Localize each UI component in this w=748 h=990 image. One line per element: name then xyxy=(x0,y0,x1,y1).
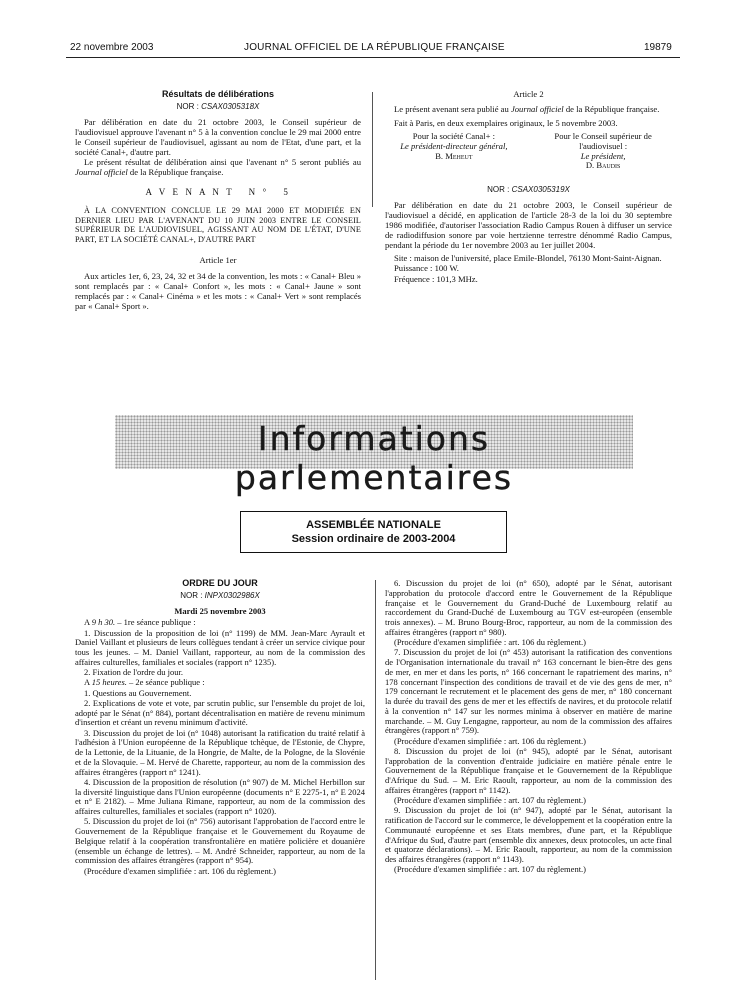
sig-canal-line1: Pour la société Canal+ : xyxy=(412,130,495,141)
sig-csa-line2: Le président, xyxy=(580,150,626,161)
procedure-note: (Procédure d'examen simplifiée : art. 106 du règlement.) xyxy=(394,735,587,746)
journal-officiel-ref: Journal officiel xyxy=(75,166,128,177)
seance1-time: 9 h 30. xyxy=(91,617,116,628)
procedure-note: (Procédure d'examen simplifiée : art. 106 du règlement.) xyxy=(84,865,277,876)
seance1-heading xyxy=(75,618,365,628)
convention-caption: À LA CONVENTION CONCLUE LE 29 MAI 2000 ET MODIFIÉE EN DERNIER LIEU PAR L'AVENANT DU 10 JUIN 2003 ENTRE LE CONSEIL SUPÉRIEUR DE L'AUDIOVISUEL, AGISSANT AU NOM DE L'ÉTAT, D'UNE PART, ET LA SOCIÉTÉ CANAL+, D'AUTRE PART xyxy=(75,205,361,245)
signature-csa xyxy=(534,132,672,172)
sig-canal-name: B. Meheut xyxy=(435,150,473,161)
seance1-prefix: A xyxy=(84,617,92,628)
ordre-du-jour-title: ORDRE DU JOUR xyxy=(182,578,258,588)
article2-title: Article 2 xyxy=(513,89,544,99)
deliberations-heading: Résultats de délibérations xyxy=(161,89,275,99)
puissance-line: Puissance : 100 W. xyxy=(394,263,459,274)
nor-label: NOR : xyxy=(176,101,199,111)
seance2-prefix: A xyxy=(84,677,92,688)
ordre-item: 1. Questions au Gouvernement. xyxy=(84,687,192,698)
signatures xyxy=(385,132,672,172)
sig-canal-line2: Le président-directeur général, xyxy=(400,140,508,151)
header-date: 22 novembre 2003 xyxy=(70,42,154,53)
section-banner xyxy=(115,415,633,497)
header-journal-title: JOURNAL OFFICIEL DE LA RÉPUBLIQUE FRANÇAISE xyxy=(244,42,505,53)
publication-text: Le présent résultat de délibération ainsi que l'avenant n° 5 seront publiés au xyxy=(84,156,361,167)
publication-text-end: de la République française. xyxy=(129,166,224,177)
top-left-column xyxy=(75,90,361,312)
nor-code-3: INPX0302986X xyxy=(204,590,260,600)
article1-text: Aux articles 1er, 6, 23, 24, 32 et 34 de la convention, les mots : « Canal+ Bleu » sont remplacés par : « Canal+ Confort », les mots : « Canal+ Jaune » sont remplacés par : « Canal+ Cinéma » et les mots : « Canal+ Vert » sont remplacés par « Canal+ Sport ». xyxy=(75,271,361,311)
deliberation-paragraph: Par délibération en date du 21 octobre 2003, le Conseil supérieur de l'audiovisuel approuve l'avenant n° 5 à la convention conclue le 29 mai 2000 entre le Conseil supérieur de l'audiovisuel, agissant au nom de l'Etat, d'une part, et la société Canal+, d'autre part. xyxy=(75,116,361,157)
nor-line xyxy=(75,102,361,112)
ordre-item: 1. Discussion de la proposition de loi (n° 1199) de MM. Jean-Marc Ayrault et Daniel Vaillant et plusieurs de leurs collègues tendant à créer un service civique pour tous les jeunes. – M. Daniel Vaillant, rapporteur, au nom de la commission des affaires culturelles, familiales et sociales (rapport n° 1235). xyxy=(75,627,365,667)
column-separator-bottom xyxy=(375,580,376,980)
ordre-item: 6. Discussion du projet de loi (n° 650), adopté par le Sénat, autorisant l'approbation du protocole d'accord entre le Gouvernement de la République française et le Gouvernement du Grand-Duché de Luxembourg relatif au raccordement du Grand-Duché de Luxembourg au TGV est-européen (ensemble trois annexes). – M. Bruno Bourg-Broc, rapporteur, au nom de la commission des affaires étrangères (rapport n° 980). xyxy=(385,578,672,637)
frequence-line: Fréquence : 101,3 MHz. xyxy=(394,273,478,284)
nor-label-2: NOR : xyxy=(487,185,510,195)
nor-code-2: CSAX0305319X xyxy=(511,185,570,195)
top-right-column xyxy=(385,90,672,285)
signature-canal xyxy=(385,132,523,172)
site-line: Site : maison de l'université, place Emile-Blondel, 76130 Mont-Saint-Aignan. xyxy=(394,252,662,263)
avenant-title: A V E N A N T N ° 5 xyxy=(145,186,291,197)
procedure-note: (Procédure d'examen simplifiée : art. 107 du règlement.) xyxy=(394,795,587,805)
article2-text xyxy=(385,105,672,115)
ordre-item: 9. Discussion du projet de loi (n° 947), adopté par le Sénat, autorisant la ratification de l'accord sur le commerce, le développement et la coopération entre la Communauté européenne et ses Etats membres, d'une part, et la République d'Afrique du Sud, d'autre part (ensemble dix annexes, deux protocoles, un acte final et quatorze déclarations). – M. Eric Raoult, rapporteur, au nom de la commission des affaires étrangères (rapport n° 1143). xyxy=(385,805,672,864)
banner-title: Informations parlementaires xyxy=(234,419,514,497)
column-separator-top xyxy=(372,92,373,207)
assemblee-nationale-box xyxy=(240,511,507,553)
fait-a-paris: Fait à Paris, en deux exemplaires originaux, le 5 novembre 2003. xyxy=(394,117,618,128)
header-page-number: 19879 xyxy=(644,42,672,53)
seance-date: Mardi 25 novembre 2003 xyxy=(174,605,266,616)
sig-csa-line1: Pour le Conseil supérieur de l'audiovisuel : xyxy=(554,130,652,151)
ordre-item: 3. Discussion du projet de loi (n° 1048) autorisant la ratification du traité relatif à l'adhésion à l'Union européenne de la République tchèque, de l'Estonie, de Chypre, de la Lettonie, de la Lituanie, de la Hongrie, de Malte, de la Pologne, de la Slovénie et de la Slovaquie. – M. Hervé de Charette, rapporteur, au nom de la commission des affaires étrangères (rapport n° 1241). xyxy=(75,727,365,777)
nor-code: CSAX0305318X xyxy=(201,101,260,111)
publication-paragraph xyxy=(75,158,361,178)
article2-text-start: Le présent avenant sera publié au xyxy=(394,103,509,114)
procedure-note: (Procédure d'examen simplifiée : art. 106 du règlement.) xyxy=(394,637,587,647)
ordre-left-column xyxy=(75,579,365,877)
ordre-item: 8. Discussion du projet de loi (n° 945), adopté par le Sénat, autorisant l'approbation de la convention d'entraide judiciaire en matière pénale entre le Gouvernement de la République française et le Gouvernement de la République d'Afrique du Sud. – M. Eric Raoult, rapporteur, au nom de la commission des affaires étrangères (rapport n° 1142). xyxy=(385,745,672,795)
nor-line-2 xyxy=(385,185,672,195)
seance1-label: – 1re séance publique : xyxy=(117,617,196,628)
sig-csa-name: D. Baudis xyxy=(585,160,621,171)
nor-label-3: NOR : xyxy=(180,590,203,600)
ordre-item: 7. Discussion du projet de loi (n° 453) autorisant la ratification des conventions de l'Organisation internationale du travail n° 163 concernant le bien-être des gens de mer, en mer et dans les ports, n° 166 concernant le rapatriement des marins, n° 178 concernant l'inspection des conditions de travail et de vie des gens de mer, n° 179 concernant le recrutement et le placement des gens de mer, n° 180 concernant la durée du travail des gens de mer et les effectifs de navires, et du protocole relatif à la convention n° 147 sur les normes minima à observer en matière de marine marchande. – M. Guy Lengagne, rapporteur, au nom de la commission des affaires étrangères (rapport n° 759). xyxy=(385,647,672,736)
ordre-right-column xyxy=(385,579,672,876)
article1-title: Article 1er xyxy=(199,255,237,266)
session-title: Session ordinaire de 2003-2004 xyxy=(291,533,456,545)
ordre-item: 5. Discussion du projet de loi (n° 756) autorisant l'approbation de l'accord entre le Gouvernement de la République française et le Gouvernement du Royaume de Belgique relatif à la coopération transfrontalière en matière policière et douanière (ensemble un échange de lettres). – M. André Schneider, rapporteur, au nom de la commission des affaires étrangères (rapport n° 954). xyxy=(75,816,365,866)
nor-line-3 xyxy=(75,591,365,601)
radio-campus-paragraph: Par délibération en date du 21 octobre 2003, le Conseil supérieur de l'audiovisuel a décidé, en application de l'article 28-3 de la loi du 30 septembre 1986 modifiée, d'autoriser l'association Radio Campus Rouen à diffuser un service de radiodiffusion sonore par voie hertzienne terrestre dénommé Radio Campus, pendant la période du 1er novembre 2003 au 1er juillet 2004. xyxy=(385,200,672,250)
ordre-item: 4. Discussion de la proposition de résolution (n° 907) de M. Michel Herbillon sur la diversité linguistique dans l'Union européenne (documents n° E 2275-1, n° E 2024 et n° E 2182). – Mme Juliana Rimane, rapporteur, au nom de la commission des affaires culturelles, familiales et sociales (rapport n° 1020). xyxy=(75,776,365,816)
header-rule xyxy=(66,57,680,58)
seance2-time: 15 heures. xyxy=(91,677,127,688)
ordre-item: 2. Explications de vote et vote, par scrutin public, sur l'ensemble du projet de loi, adopté par le Sénat (n° 884), portant décentralisation en matière de revenu minimum d'insertion et créant un revenu minimum d'activité. xyxy=(75,697,365,728)
journal-officiel-ref-2: Journal officiel xyxy=(510,103,564,114)
ordre-item: 2. Fixation de l'ordre du jour. xyxy=(84,667,184,677)
article2-text-end: de la République française. xyxy=(565,103,660,114)
assemblee-title: ASSEMBLÉE NATIONALE xyxy=(306,519,441,531)
seance2-label: – 2e séance publique : xyxy=(129,677,205,688)
procedure-note: (Procédure d'examen simplifiée : art. 107 du règlement.) xyxy=(394,864,587,875)
seance2-heading xyxy=(75,678,365,688)
